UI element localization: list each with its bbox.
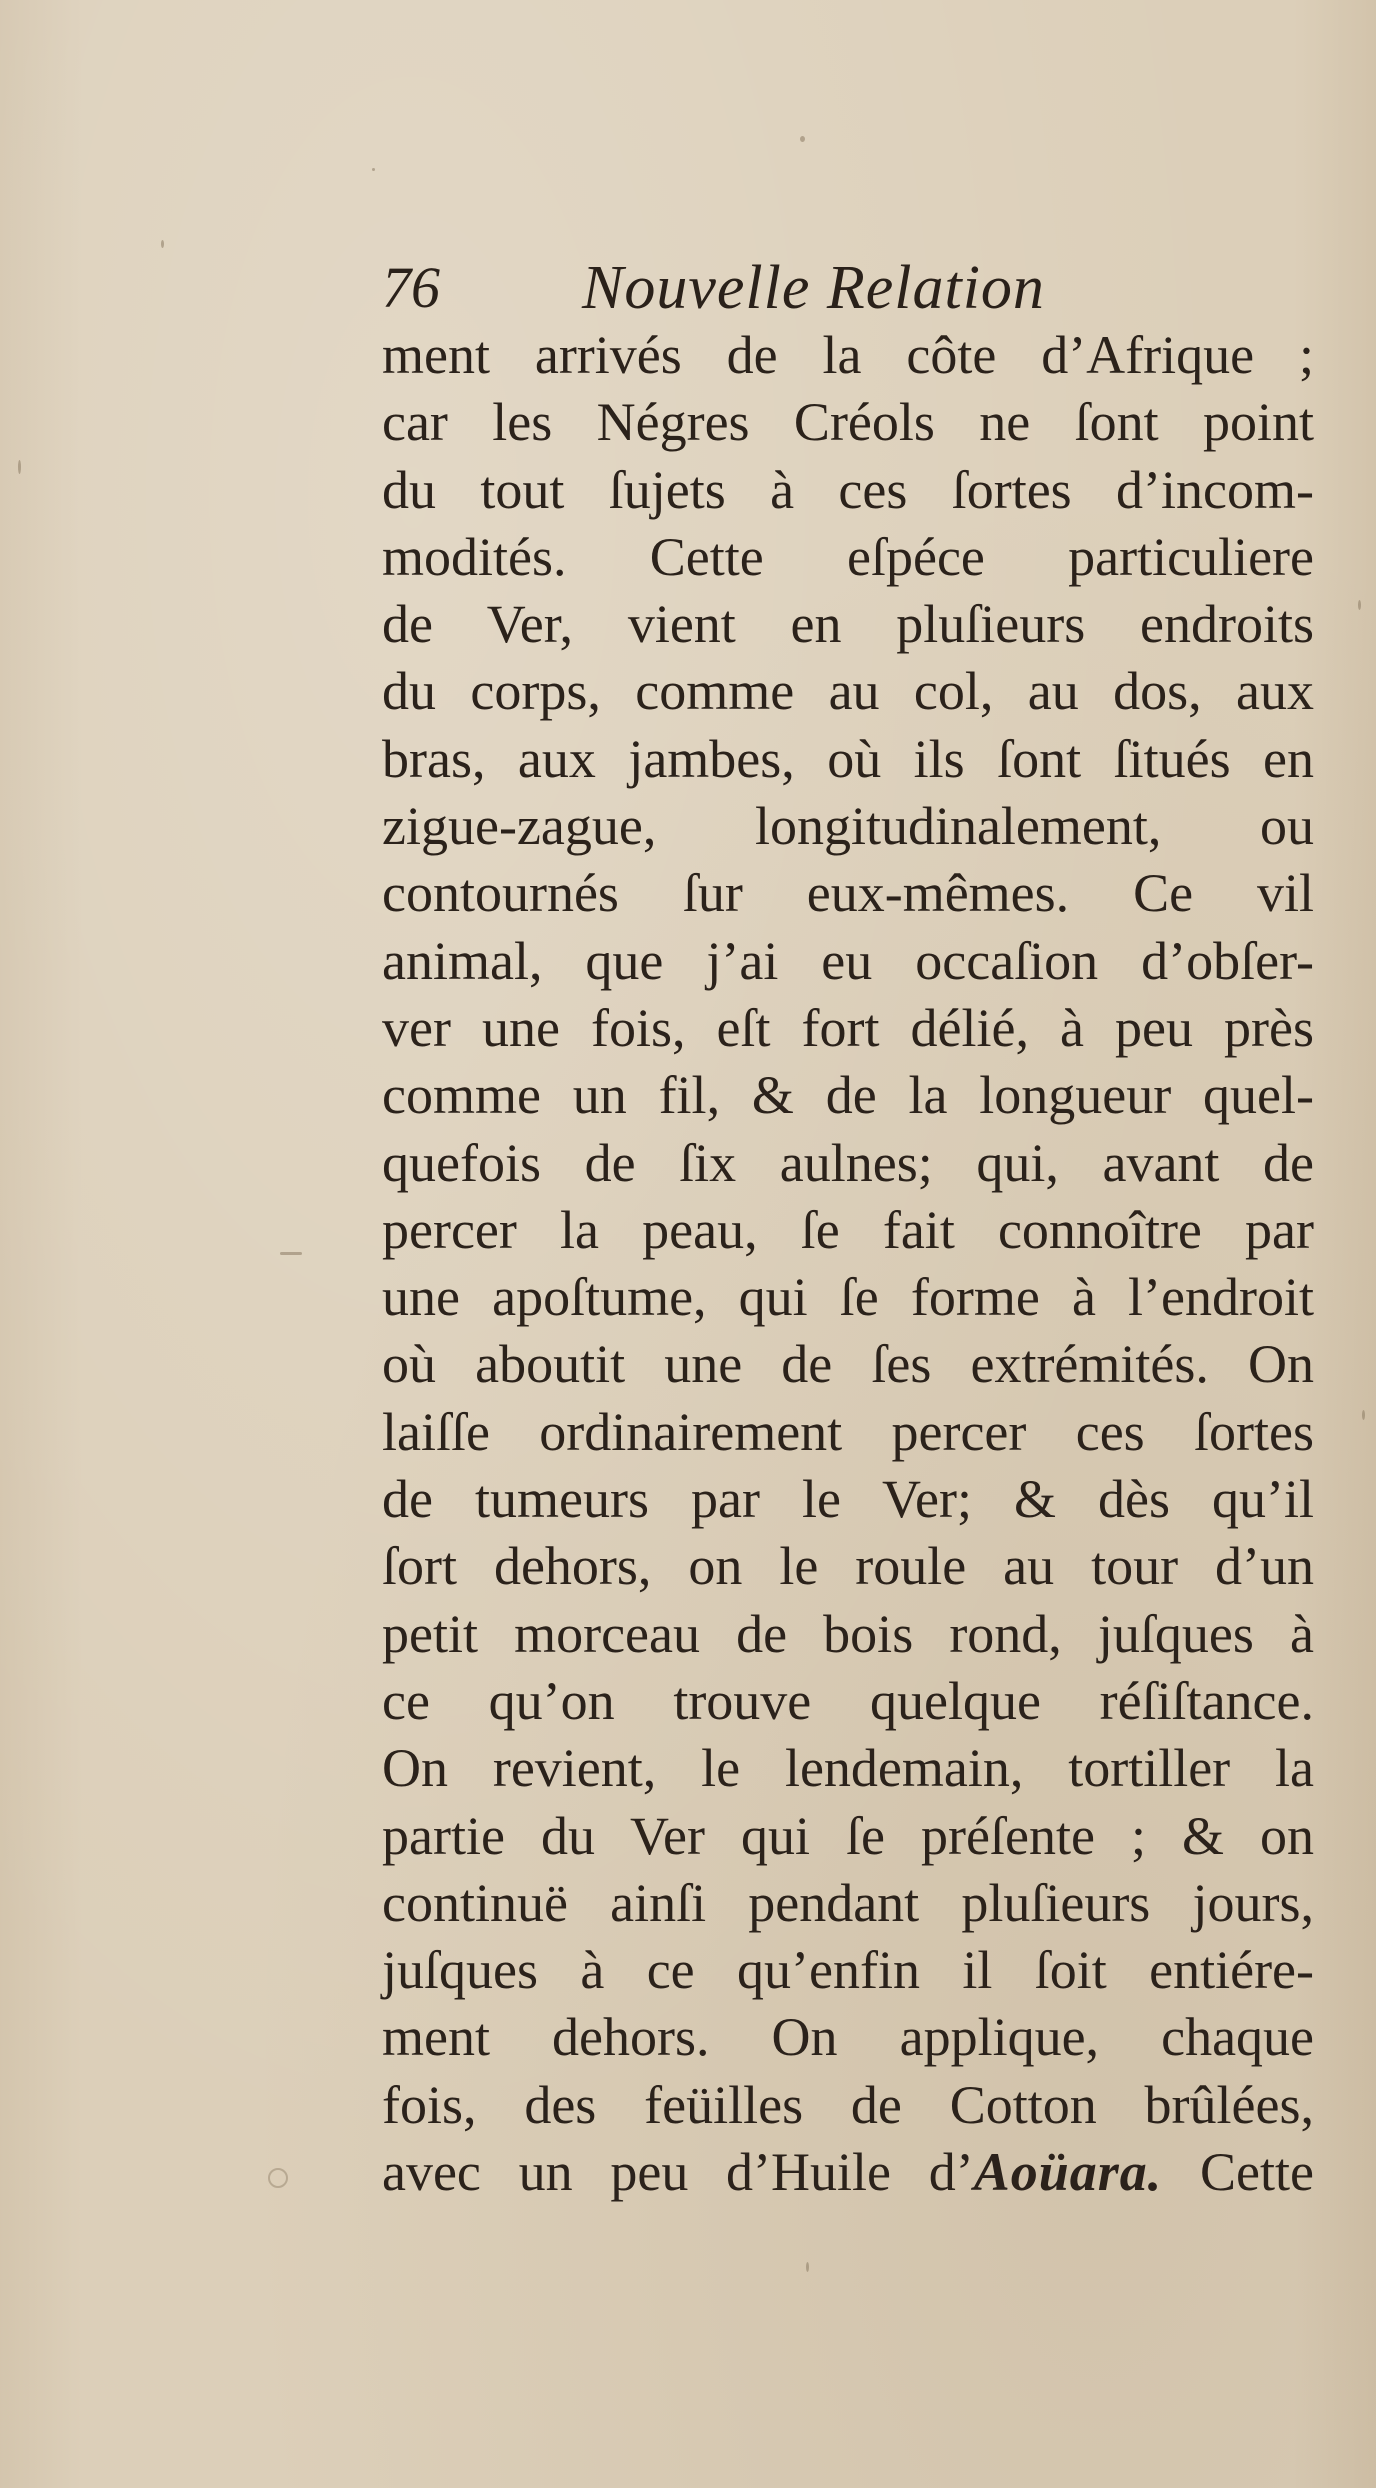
text-line: continuë ainſi pendant pluſieurs jours,	[382, 1872, 1314, 1933]
text-line-last	[382, 2139, 1314, 2206]
text-line: On revient, le lendemain, tortiller la	[382, 1738, 1314, 1799]
paper-fleck	[806, 2262, 809, 2272]
italic-term: Aoüara.	[973, 2142, 1163, 2203]
text-line: ver une fois, eſt fort délié, à peu près	[382, 997, 1314, 1058]
text-line: ment arrivés de la côte d’Afrique ;	[382, 325, 1314, 385]
running-title: Nouvelle Relation	[582, 254, 1045, 322]
text-line: partie du Ver qui ſe préſente ; & on	[382, 1805, 1314, 1866]
text-line: quefois de ſix aulnes; qui, avant de	[382, 1132, 1314, 1193]
text-line: animal, que j’ai eu occaſion d’obſer-	[382, 930, 1314, 991]
text-line: percer la peau, ſe fait connoître par	[382, 1199, 1314, 1260]
text-line: modités. Cette eſpéce particuliere	[382, 526, 1314, 587]
page-number: 76	[382, 255, 440, 320]
text-line: du tout ſujets à ces ſortes d’incom-	[382, 459, 1314, 520]
text-line: contournés ſur eux-mêmes. Ce vil	[382, 863, 1314, 924]
last-line-end: Cette	[1162, 2142, 1314, 2203]
page-header	[382, 248, 1142, 328]
text-line: petit morceau de bois rond, juſques à	[382, 1603, 1314, 1664]
paper-fleck	[372, 168, 375, 171]
text-line: ſort dehors, on le roule au tour d’un	[382, 1536, 1314, 1597]
text-line: comme un fil, & de la longueur quel-	[382, 1065, 1314, 1126]
paper-fleck	[1362, 1410, 1365, 1420]
text-line: car les Négres Créols ne ſont point	[382, 392, 1314, 453]
paper-fleck	[18, 460, 21, 474]
paper-fleck	[800, 136, 805, 142]
text-line: laiſſe ordinairement percer ces ſortes	[382, 1401, 1314, 1462]
text-line: bras, aux jambes, où ils ſont ſitués en	[382, 728, 1314, 789]
text-line: une apoſtume, qui ſe forme à l’endroit	[382, 1267, 1314, 1328]
paper-fleck	[1358, 600, 1361, 610]
last-line-start: avec un peu d’Huile d’	[382, 2142, 974, 2203]
text-line: du corps, comme au col, au dos, aux	[382, 661, 1314, 722]
text-line: zigue-zague, longitudinalement, ou	[382, 796, 1314, 857]
paper-fleck	[280, 1252, 302, 1255]
text-line: fois, des feüilles de Cotton brûlées,	[382, 2074, 1314, 2135]
text-line: de tumeurs par le Ver; & dès qu’il	[382, 1469, 1314, 1530]
text-line: ment dehors. On applique, chaque	[382, 2007, 1314, 2068]
paper-fleck	[268, 2168, 288, 2188]
text-line: juſques à ce qu’enfin il ſoit entiére-	[382, 1940, 1314, 2001]
body-text	[382, 322, 1314, 2206]
paper-fleck	[161, 240, 164, 248]
text-line: où aboutit une de ſes extrémités. On	[382, 1334, 1314, 1395]
text-line: ce qu’on trouve quelque réſiſtance.	[382, 1670, 1314, 1731]
text-line: de Ver, vient en pluſieurs endroits	[382, 594, 1314, 655]
